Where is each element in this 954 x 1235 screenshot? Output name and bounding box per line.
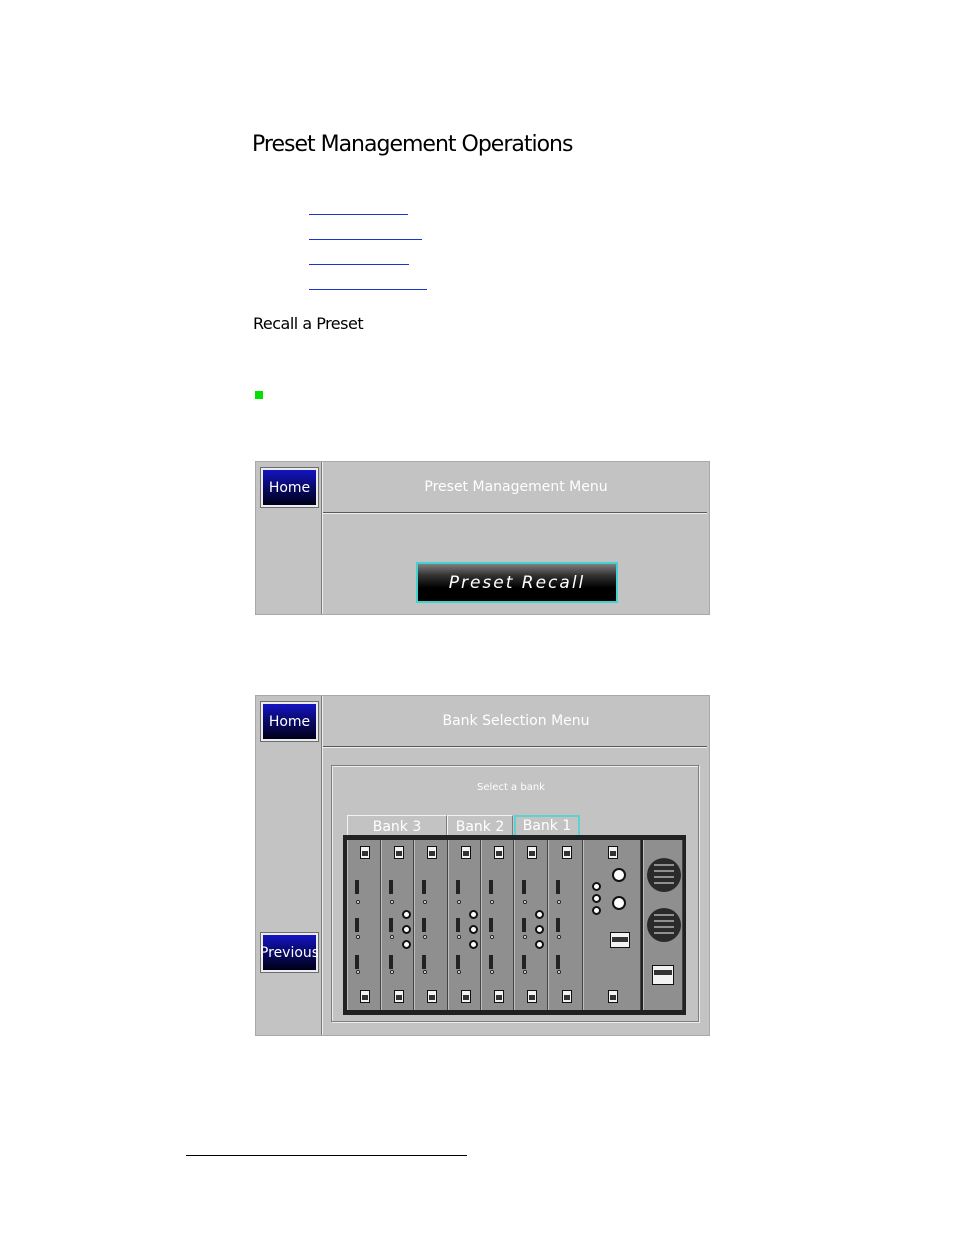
toc-link-4[interactable] [309,289,427,290]
connector-icon [489,955,493,969]
connector-icon [422,955,426,969]
chassis-card [414,840,448,1010]
led-icon [457,900,461,904]
led-icon [390,970,394,974]
toc-link-1[interactable] [309,214,408,215]
tab-bank-2[interactable] [447,815,513,837]
card-latch-icon [461,990,471,1003]
select-bank-prompt: Select a bank [477,782,545,793]
connector-icon [522,955,526,969]
led-icon [423,935,427,939]
connector-icon [355,955,359,969]
connector-icon [489,918,493,932]
led-icon [390,935,394,939]
connector-icon [456,955,460,969]
bnc-connector-icon [592,906,601,915]
connector-icon [389,918,393,932]
menu-title: Bank Selection Menu [442,713,590,729]
connector-icon [422,918,426,932]
led-icon [423,970,427,974]
card-latch-icon [360,990,370,1003]
connector-icon [456,880,460,894]
connector-icon [389,880,393,894]
bnc-connector-icon [535,940,544,949]
connector-icon [355,880,359,894]
bnc-connector-icon [402,940,411,949]
led-icon [490,970,494,974]
connector-icon [522,918,526,932]
home-button[interactable]: Home [261,702,318,741]
home-button[interactable]: Home [261,468,318,507]
chassis-card [583,840,641,1010]
tab-bank-3[interactable] [347,815,447,837]
ethernet-port-icon [610,932,630,948]
card-latch-icon [527,990,537,1003]
led-icon [557,970,561,974]
bnc-connector-icon [402,910,411,919]
chassis-card [514,840,548,1010]
card-latch-icon [394,846,404,859]
bnc-connector-icon [469,910,478,919]
card-latch-icon [608,846,618,859]
led-icon [557,900,561,904]
card-latch-icon [427,990,437,1003]
chassis-rear-view [343,835,686,1015]
led-icon [356,935,360,939]
led-icon [523,935,527,939]
bnc-connector-icon [612,868,626,882]
fan-icon [647,858,681,892]
card-latch-icon [608,990,618,1003]
led-icon [356,900,360,904]
card-latch-icon [394,990,404,1003]
connector-icon [389,955,393,969]
bnc-connector-icon [592,894,601,903]
tab-label: Bank 3 [372,818,422,835]
fan-icon [647,908,681,942]
tab-label: Bank 1 [522,818,572,834]
led-icon [523,970,527,974]
bnc-connector-icon [469,940,478,949]
connector-icon [355,918,359,932]
toc-link-3[interactable] [309,264,409,265]
card-latch-icon [494,990,504,1003]
connector-icon [522,880,526,894]
toc-link-2[interactable] [309,239,422,240]
previous-button[interactable]: Previous [261,933,318,972]
led-icon [423,900,427,904]
led-icon [557,935,561,939]
bnc-connector-icon [535,925,544,934]
header-divider [323,512,707,514]
led-icon [390,900,394,904]
page-title: Preset Management Operations [252,132,573,157]
section-title: Recall a Preset [253,314,364,333]
header-divider [323,746,707,748]
connector-icon [422,880,426,894]
footnote-divider [186,1155,467,1156]
bnc-connector-icon [469,925,478,934]
card-latch-icon [461,846,471,859]
bnc-connector-icon [612,896,626,910]
card-latch-icon [427,846,437,859]
card-latch-icon [494,846,504,859]
connector-icon [556,880,560,894]
preset-recall-button[interactable]: Preset Recall [416,562,618,603]
connector-icon [456,918,460,932]
chassis-card [347,840,381,1010]
card-latch-icon [562,990,572,1003]
chassis-card [548,840,583,1010]
bnc-connector-icon [592,882,601,891]
led-icon [356,970,360,974]
power-inlet-icon [652,965,674,985]
led-icon [523,900,527,904]
led-icon [457,935,461,939]
tab-label: Bank 2 [455,818,505,835]
preset-management-panel [255,461,710,615]
bullet-icon [255,391,263,399]
connector-icon [556,918,560,932]
menu-title: Preset Management Menu [424,479,608,495]
fan-panel [643,840,683,1010]
chassis-card [481,840,514,1010]
card-latch-icon [527,846,537,859]
led-icon [490,935,494,939]
bnc-connector-icon [535,910,544,919]
tab-bank-1[interactable] [514,815,580,837]
connector-icon [556,955,560,969]
connector-icon [489,880,493,894]
chassis-card [381,840,414,1010]
chassis-card [448,840,481,1010]
bnc-connector-icon [402,925,411,934]
card-latch-icon [360,846,370,859]
led-icon [490,900,494,904]
card-latch-icon [562,846,572,859]
led-icon [457,970,461,974]
